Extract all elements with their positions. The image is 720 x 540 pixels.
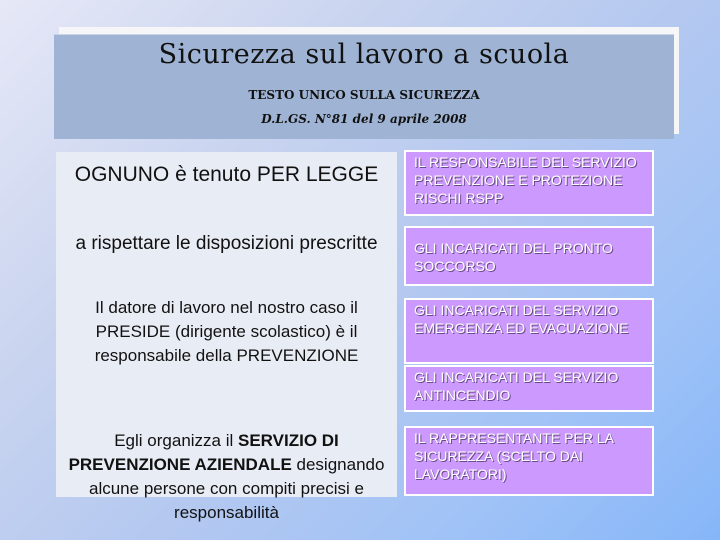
slide-subtitle: TESTO UNICO SULLA SICUREZZA [248, 88, 480, 102]
role-box-emergency: GLI INCARICATI DEL SERVIZIO EMERGENZA ED EVACUAZIONE [404, 298, 654, 364]
role-box-fire: GLI INCARICATI DEL SERVIZIO ANTINCENDIO [404, 365, 654, 412]
role-box-first-aid: GLI INCARICATI DEL PRONTO SOCCORSO [404, 226, 654, 286]
organization-text [56, 429, 397, 525]
respect-rules-text: a rispettare le disposizioni prescritte [75, 233, 378, 254]
organization-text-pre: Egli organizza il [114, 431, 238, 450]
everyone-obligation-text: OGNUNO è tenuto PER LEGGE [74, 163, 379, 186]
role-box-safety-rep: IL RAPPRESENTANTE PER LA SICUREZZA (SCELTO DAI LAVORATORI) [404, 426, 654, 496]
law-reference: D.L.GS. N°81 del 9 aprile 2008 [261, 112, 467, 126]
slide-title: Sicurezza sul lavoro a scuola [158, 39, 570, 70]
employer-text: Il datore di lavoro nel nostro caso il PRESIDE (dirigente scolastico) è il responsabile della PREVENZIONE [94, 298, 359, 365]
organization-service-name: SERVIZIO DI PREVENZIONE AZIENDALE [68, 431, 339, 474]
organization-text-post: designando alcune persone con compiti precisi e responsabilità [89, 455, 385, 522]
title-box [54, 34, 674, 139]
role-box-rspp: IL RESPONSABILE DEL SERVIZIO PREVENZIONE E PROTEZIONE RISCHI RSPP [404, 150, 654, 216]
